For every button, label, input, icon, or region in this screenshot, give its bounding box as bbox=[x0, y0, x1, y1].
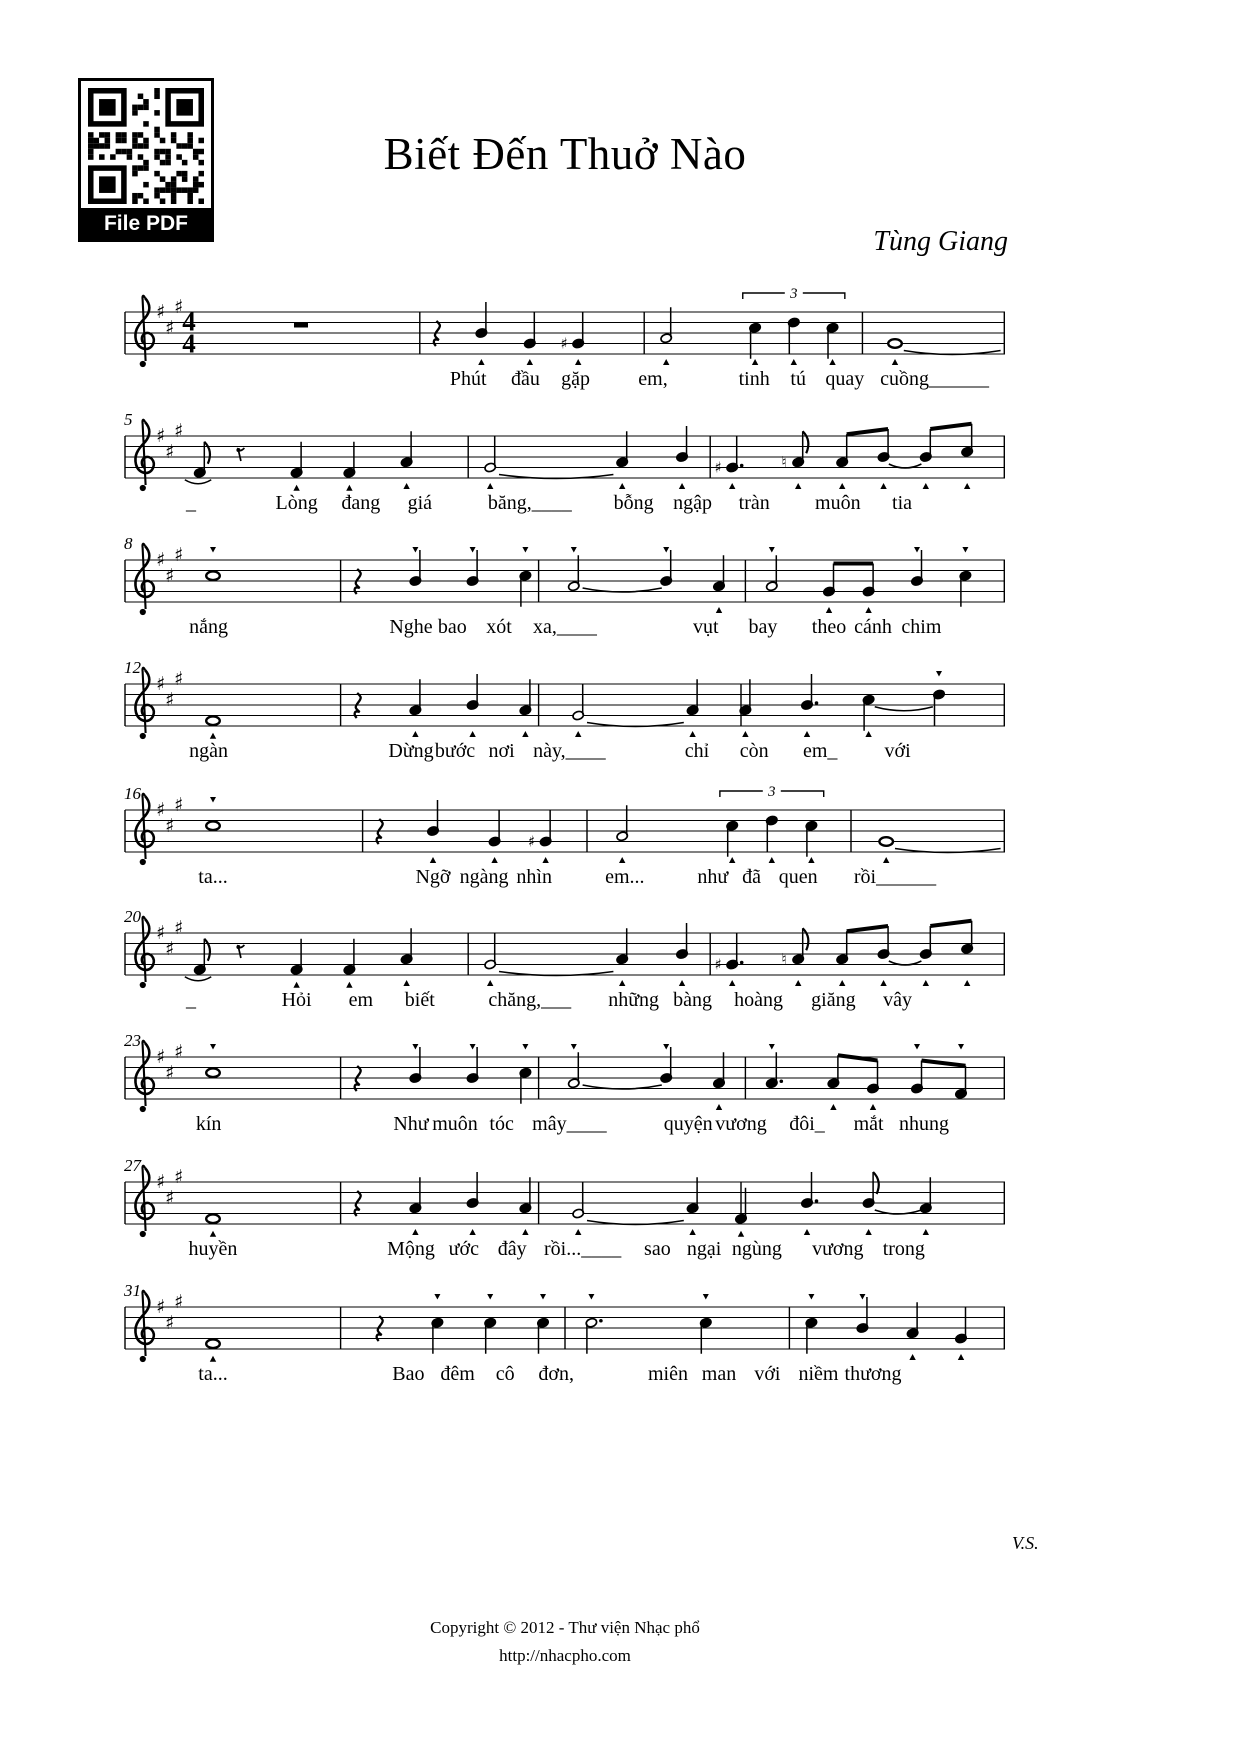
lyric-syllable: sao bbox=[644, 1238, 671, 1260]
lyric-syllable: giăng bbox=[811, 989, 856, 1011]
treble-clef-icon bbox=[135, 1041, 153, 1112]
lyric-syllable: niềm bbox=[798, 1363, 839, 1385]
lyric-syllable: Mộng bbox=[387, 1238, 435, 1260]
lyric-syllable: tinh bbox=[738, 368, 770, 390]
sharp-icon: ♯ bbox=[165, 1311, 175, 1334]
note-glyph bbox=[524, 313, 536, 366]
lyric-syllable: mây____ bbox=[532, 1113, 607, 1135]
treble-clef-icon bbox=[135, 794, 153, 865]
treble-clef-icon bbox=[135, 544, 153, 615]
sharp-icon: ♯ bbox=[174, 1040, 184, 1063]
note-glyph bbox=[616, 805, 628, 863]
lyric-syllable: chim bbox=[901, 616, 942, 638]
sharp-icon: ♯ bbox=[156, 301, 166, 323]
note-glyph bbox=[920, 1177, 932, 1235]
note-glyph bbox=[206, 797, 220, 830]
note-glyph bbox=[294, 323, 308, 328]
sharp-icon: ♯ bbox=[156, 1296, 166, 1318]
sharp-icon: ♯ bbox=[174, 543, 184, 566]
lyric-syllable: quay bbox=[825, 368, 865, 390]
staff-system bbox=[0, 776, 1240, 906]
lyric-syllable: Ngỡ bbox=[415, 866, 451, 888]
note-glyph bbox=[959, 547, 971, 607]
sharp-icon: ♯ bbox=[156, 549, 166, 571]
lyric-syllable: quen bbox=[778, 866, 818, 888]
lyric-syllable: đã bbox=[742, 866, 761, 888]
note-glyph bbox=[660, 307, 672, 365]
sharp-icon: ♯ bbox=[165, 316, 175, 339]
lyric-syllable: còn bbox=[739, 740, 769, 762]
lyric-syllable: theo bbox=[811, 616, 847, 638]
measure-number: 23 bbox=[124, 1031, 141, 1050]
note-glyph bbox=[206, 716, 220, 738]
lyric-syllable: nắng bbox=[189, 616, 229, 638]
lyric-syllable: biết bbox=[404, 989, 435, 1011]
lyric-syllable: em_ bbox=[802, 740, 838, 762]
lyric-syllable: muôn bbox=[815, 492, 861, 514]
lyric-syllable: Như bbox=[393, 1113, 429, 1135]
lyric-syllable: thương bbox=[844, 1363, 902, 1385]
note-glyph bbox=[766, 547, 778, 592]
footer-copyright: Copyright © 2012 - Thư viện Nhạc phổ bbox=[430, 1618, 700, 1637]
note-glyph bbox=[528, 811, 552, 864]
lyric-syllable: với bbox=[754, 1363, 781, 1385]
note-glyph bbox=[920, 921, 974, 986]
lyric-syllable: _ bbox=[186, 989, 196, 1011]
lyric-syllable: ta... bbox=[198, 1363, 228, 1385]
sharp-icon: ♯ bbox=[156, 425, 166, 447]
measure-number: 31 bbox=[124, 1281, 141, 1300]
note-glyph bbox=[400, 431, 412, 489]
sharp-icon: ♯ bbox=[156, 799, 166, 821]
lyric-syllable: miên bbox=[647, 1363, 688, 1385]
note-glyph bbox=[519, 1044, 531, 1104]
note-glyph bbox=[933, 671, 945, 726]
lyric-syllable: Bao bbox=[392, 1363, 425, 1385]
time-signature: 4 bbox=[182, 328, 196, 359]
note-glyph bbox=[660, 1044, 672, 1083]
qr-code-label: File PDF bbox=[81, 208, 211, 239]
lyric-syllable: rồi______ bbox=[853, 866, 937, 888]
svg-text:♯: ♯ bbox=[714, 458, 722, 477]
svg-text:♯: ♯ bbox=[714, 955, 722, 974]
note-glyph bbox=[715, 437, 744, 490]
staff-system bbox=[0, 1023, 1240, 1153]
lyric-syllable: chỉ bbox=[684, 740, 710, 762]
note-glyph bbox=[409, 547, 421, 586]
lyric-syllable: quyện bbox=[663, 1113, 713, 1135]
note-glyph bbox=[906, 1302, 918, 1360]
lyric-syllable: đây bbox=[497, 1238, 527, 1260]
note-glyph bbox=[788, 317, 800, 365]
staff-system bbox=[0, 650, 1240, 780]
note-glyph bbox=[206, 547, 220, 580]
note-glyph bbox=[713, 555, 725, 613]
note-glyph bbox=[409, 1177, 421, 1235]
lyric-syllable: Nghe bbox=[389, 616, 433, 638]
lyric-syllable: ngàn bbox=[189, 740, 229, 762]
note-glyph bbox=[206, 1044, 220, 1077]
note-glyph bbox=[343, 442, 355, 491]
lyric-syllable: tia bbox=[892, 492, 913, 514]
note-glyph bbox=[911, 1044, 967, 1099]
note-glyph bbox=[920, 424, 974, 489]
treble-clef-icon bbox=[135, 668, 153, 739]
triplet-number: 3 bbox=[768, 784, 776, 800]
note-glyph bbox=[585, 1294, 603, 1354]
note-glyph bbox=[827, 1055, 879, 1110]
note-glyph bbox=[290, 939, 302, 988]
lyric-syllable: giá bbox=[407, 492, 433, 514]
note-glyph bbox=[400, 928, 412, 986]
lyric-syllable: với bbox=[884, 740, 911, 762]
note-glyph bbox=[836, 429, 890, 489]
lyric-syllable: ngàng bbox=[459, 866, 509, 888]
note-glyph bbox=[561, 313, 585, 366]
note-glyph bbox=[888, 339, 902, 365]
lyric-syllable: Lòng bbox=[275, 492, 318, 514]
measure-number: 8 bbox=[124, 534, 133, 553]
note-glyph bbox=[616, 431, 628, 489]
sharp-icon: ♯ bbox=[165, 937, 175, 960]
lyric-syllable: bay bbox=[748, 616, 778, 638]
treble-clef-icon bbox=[135, 296, 153, 367]
staff-system bbox=[0, 402, 1240, 532]
lyric-syllable: hoàng bbox=[734, 989, 784, 1011]
lyric-syllable: nơi bbox=[488, 740, 515, 762]
lyric-syllable: chăng,___ bbox=[488, 989, 572, 1011]
note-glyph bbox=[466, 1044, 478, 1083]
lyric-syllable: bước bbox=[434, 740, 476, 762]
vs-marker: V.S. bbox=[1012, 1533, 1039, 1553]
lyric-syllable: man bbox=[701, 1363, 737, 1385]
note-glyph bbox=[290, 442, 302, 491]
lyric-syllable: Hỏi bbox=[281, 989, 312, 1011]
note-glyph bbox=[206, 1214, 220, 1236]
lyric-syllable: ước bbox=[448, 1238, 479, 1260]
note-glyph bbox=[519, 1177, 531, 1235]
lyric-syllable: kín bbox=[195, 1113, 222, 1135]
staff-system bbox=[0, 899, 1240, 1029]
lyric-syllable: ngập bbox=[673, 492, 713, 514]
lyric-syllable: vây bbox=[883, 989, 913, 1011]
lyric-syllable: trong bbox=[882, 1238, 925, 1260]
note-glyph bbox=[537, 1294, 549, 1354]
lyric-syllable: đêm bbox=[440, 1363, 475, 1385]
note-glyph bbox=[836, 926, 890, 986]
staff-system bbox=[0, 278, 1240, 408]
note-glyph bbox=[409, 679, 421, 737]
lyric-syllable: băng,____ bbox=[487, 492, 572, 514]
svg-text:♮: ♮ bbox=[781, 950, 787, 969]
sharp-icon: ♯ bbox=[174, 916, 184, 939]
lyric-syllable: Phút bbox=[449, 368, 487, 390]
sharp-icon: ♯ bbox=[174, 1165, 184, 1188]
staff-system bbox=[0, 526, 1240, 656]
note-glyph bbox=[911, 547, 923, 586]
note-glyph bbox=[206, 1339, 220, 1361]
tie-curve bbox=[875, 707, 933, 711]
sharp-icon: ♯ bbox=[156, 1171, 166, 1193]
note-glyph bbox=[484, 437, 496, 490]
lyric-syllable: nhung bbox=[899, 1113, 950, 1135]
sharp-icon: ♯ bbox=[174, 667, 184, 690]
note-glyph bbox=[782, 928, 809, 986]
lyric-syllable: gặp bbox=[561, 368, 590, 390]
svg-text:♮: ♮ bbox=[781, 453, 787, 472]
lyric-syllable: em bbox=[348, 989, 374, 1011]
sharp-icon: ♯ bbox=[156, 922, 166, 944]
lyric-syllable: xót bbox=[486, 616, 512, 638]
lyric-syllable: tràn bbox=[738, 492, 770, 514]
staff-system bbox=[0, 1148, 1240, 1278]
note-glyph bbox=[484, 1294, 496, 1354]
note-glyph bbox=[856, 1294, 868, 1333]
sharp-icon: ♯ bbox=[165, 1061, 175, 1084]
note-glyph bbox=[236, 945, 244, 958]
note-glyph bbox=[713, 1052, 725, 1110]
sharp-icon: ♯ bbox=[156, 673, 166, 695]
lyric-syllable: như bbox=[697, 866, 729, 888]
sharp-icon: ♯ bbox=[156, 1046, 166, 1068]
page-title: Biết Đến Thuở Nào bbox=[383, 129, 747, 179]
footer-url[interactable]: http://nhacpho.com bbox=[499, 1646, 631, 1665]
note-glyph bbox=[236, 448, 244, 461]
sharp-icon: ♯ bbox=[174, 1290, 184, 1313]
time-signature: 4 bbox=[182, 306, 196, 337]
lyric-syllable: Dừng bbox=[388, 740, 434, 762]
note-glyph bbox=[686, 1177, 698, 1235]
measure-number: 20 bbox=[124, 907, 141, 926]
lyric-syllable: nhìn bbox=[516, 866, 552, 888]
lyric-syllable: bao bbox=[437, 616, 467, 638]
measure-number: 27 bbox=[124, 1156, 141, 1175]
lyric-syllable: cô bbox=[495, 1363, 515, 1385]
note-glyph bbox=[194, 939, 210, 975]
sharp-icon: ♯ bbox=[165, 1186, 175, 1209]
lyric-syllable: mắt bbox=[853, 1113, 884, 1135]
note-glyph bbox=[879, 837, 893, 863]
note-glyph bbox=[466, 1172, 478, 1235]
composer-name: Tùng Giang bbox=[873, 226, 1008, 257]
tie-curve bbox=[185, 480, 211, 484]
svg-text:♯: ♯ bbox=[560, 334, 568, 353]
note-glyph bbox=[766, 815, 778, 863]
lyric-syllable: muôn bbox=[432, 1113, 478, 1135]
note-glyph bbox=[488, 811, 500, 864]
lyric-syllable: tóc bbox=[489, 1113, 514, 1135]
staff-system bbox=[0, 1273, 1240, 1403]
sharp-icon: ♯ bbox=[165, 814, 175, 837]
lyric-syllable: những bbox=[608, 989, 660, 1011]
note-glyph bbox=[484, 934, 496, 987]
note-glyph bbox=[715, 934, 744, 987]
note-glyph bbox=[519, 679, 531, 737]
treble-clef-icon bbox=[135, 1291, 153, 1362]
note-glyph bbox=[568, 547, 580, 592]
lyric-syllable: rồi...____ bbox=[543, 1238, 622, 1260]
lyric-syllable: bàng bbox=[673, 989, 713, 1011]
sharp-icon: ♯ bbox=[165, 440, 175, 463]
lyric-syllable: tú bbox=[790, 368, 806, 390]
sharp-icon: ♯ bbox=[174, 419, 184, 442]
lyric-syllable: vương bbox=[715, 1113, 767, 1135]
treble-clef-icon bbox=[135, 420, 153, 491]
svg-text:♯: ♯ bbox=[528, 832, 536, 851]
sharp-icon: ♯ bbox=[165, 564, 175, 587]
lyric-syllable: đơn, bbox=[538, 1363, 574, 1385]
lyric-syllable: vụt bbox=[693, 616, 719, 638]
note-glyph bbox=[686, 679, 698, 737]
lyric-syllable: cuồng______ bbox=[880, 368, 990, 390]
note-glyph bbox=[194, 442, 210, 478]
note-glyph bbox=[572, 685, 584, 738]
lyric-syllable: ngùng bbox=[731, 1238, 782, 1260]
lyric-syllable: vương bbox=[812, 1238, 864, 1260]
note-glyph bbox=[660, 547, 672, 586]
lyric-syllable: bỗng bbox=[613, 492, 654, 514]
note-glyph bbox=[519, 547, 531, 607]
treble-clef-icon bbox=[135, 917, 153, 988]
lyric-syllable: _ bbox=[186, 492, 196, 514]
note-glyph bbox=[466, 547, 478, 586]
sharp-icon: ♯ bbox=[165, 688, 175, 711]
note-glyph bbox=[343, 939, 355, 988]
lyric-syllable: em, bbox=[638, 368, 668, 390]
lyric-syllable: này,____ bbox=[533, 740, 606, 762]
footer bbox=[0, 1614, 1130, 1670]
note-glyph bbox=[431, 1294, 443, 1354]
note-glyph bbox=[568, 1044, 580, 1089]
measure-number: 16 bbox=[124, 784, 141, 803]
note-glyph bbox=[700, 1294, 712, 1354]
lyric-syllable: đôi_ bbox=[789, 1113, 825, 1135]
tie-curve bbox=[185, 977, 211, 981]
triplet-number: 3 bbox=[790, 286, 798, 302]
treble-clef-icon bbox=[135, 1166, 153, 1237]
note-glyph bbox=[766, 1044, 784, 1089]
note-glyph bbox=[572, 1183, 584, 1236]
measure-number: 12 bbox=[124, 658, 141, 677]
lyric-syllable: ta... bbox=[198, 866, 228, 888]
note-glyph bbox=[616, 928, 628, 986]
lyric-syllable: xa,____ bbox=[533, 616, 597, 638]
lyric-syllable: ngại bbox=[686, 1238, 722, 1260]
lyric-syllable: cánh bbox=[854, 616, 892, 638]
measure-number: 5 bbox=[124, 410, 133, 429]
note-glyph bbox=[782, 431, 809, 489]
sharp-icon: ♯ bbox=[174, 793, 184, 816]
sharp-icon: ♯ bbox=[174, 295, 184, 318]
note-glyph bbox=[805, 1294, 817, 1354]
lyric-syllable: em... bbox=[605, 866, 645, 888]
note-glyph bbox=[409, 1044, 421, 1083]
note-glyph bbox=[955, 1308, 967, 1361]
lyric-syllable: đang bbox=[341, 492, 381, 514]
lyric-syllable: đầu bbox=[510, 368, 540, 390]
lyric-syllable: huyền bbox=[188, 1238, 238, 1260]
